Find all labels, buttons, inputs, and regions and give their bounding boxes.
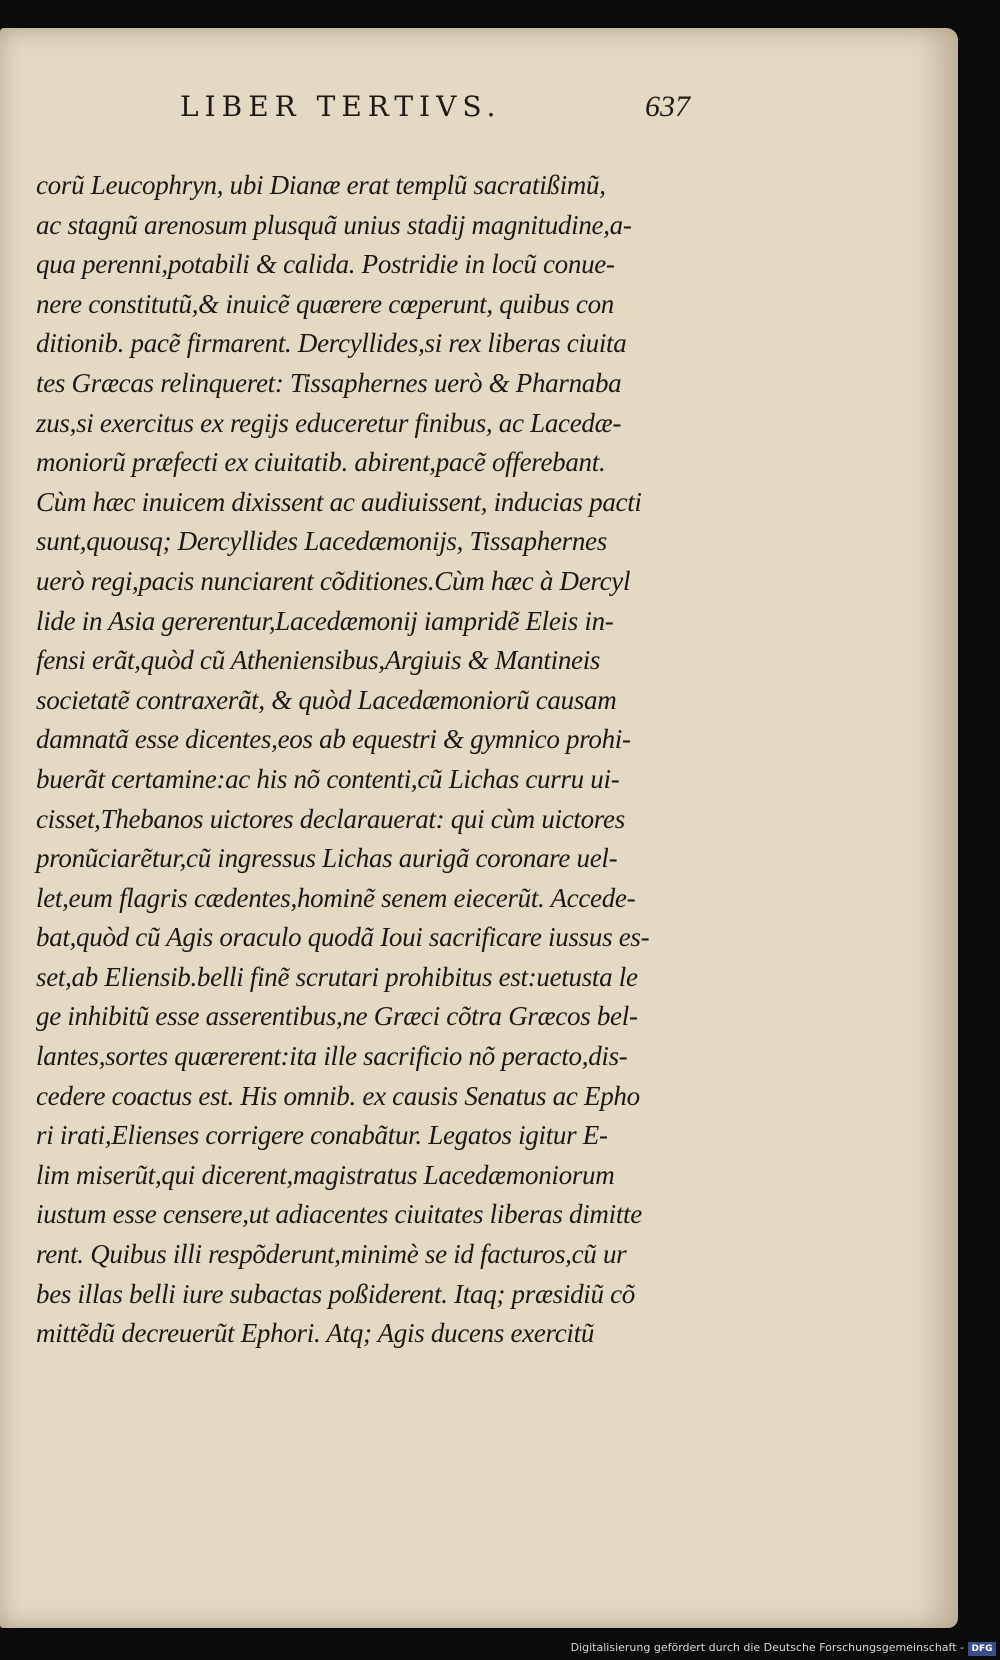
text-line: moniorũ præfecti ex ciuitatib. abirent,pacẽ offerebant.: [36, 447, 606, 478]
book-page: [0, 28, 958, 1628]
dfg-logo: DFG: [968, 1642, 996, 1656]
text-line: cedere coactus est. His omnib. ex causis Senatus ac Epho: [36, 1080, 640, 1111]
text-line: tes Græcas relinqueret: Tissaphernes uerò & Pharnaba: [36, 367, 622, 398]
text-line: sunt,quousq; Dercyllides Lacedæmonijs, Tissaphernes: [36, 526, 607, 557]
text-line: let,eum flagris cædentes,hominẽ senem eiecerũt. Accede-: [36, 882, 636, 913]
text-line: bat,quòd cũ Agis oraculo quodã Ioui sacrificare iussus es-: [36, 922, 650, 953]
text-line: corũ Leucophryn, ubi Dianæ erat templũ sacratißimũ,: [36, 170, 606, 200]
text-line: uerò regi,pacis nunciarent cõditiones.Cùm hæc à Dercyl: [36, 565, 631, 596]
text-line: bes illas belli iure subactas poßiderent. Itaq; præsidiũ cõ: [36, 1278, 636, 1309]
text-line: rent. Quibus illi respõderunt,minimè se id facturos,cũ ur: [36, 1239, 627, 1270]
running-head: LIBER TERTIVS.: [180, 90, 502, 123]
text-line: cisset,Thebanos uictores declarauerat: qui cùm uictores: [36, 803, 625, 834]
text-line: qua perenni,potabili & calida. Postridie in locũ conue-: [36, 249, 615, 280]
text-line: lim miserũt,qui dicerent,magistratus Lacedæmoniorum: [36, 1159, 615, 1190]
text-line: Cùm hæc inuicem dixissent ac audiuissent, inducias pacti: [36, 486, 642, 517]
text-line: set,ab Eliensib.belli finẽ scrutari prohibitus est:uetusta le: [36, 961, 638, 992]
text-line: ditionib. pacẽ firmarent. Dercyllides,si rex liberas ciuita: [36, 328, 627, 359]
text-line: mittẽdũ decreuerũt Ephori. Atq; Agis ducens exercitũ: [36, 1318, 595, 1349]
text-line: pronũciarẽtur,cũ ingressus Lichas aurigã coronare uel-: [36, 843, 618, 874]
text-line: iustum esse censere,ut adiacentes ciuitates liberas dimitte: [36, 1199, 642, 1230]
text-line: lide in Asia gererentur,Lacedæmonij iampridẽ Eleis in-: [36, 605, 614, 636]
text-line: ac stagnũ arenosum plusquã unius stadij magnitudine,a-: [36, 209, 632, 240]
digitization-credit: Digitalisierung gefördert durch die Deutsche Forschungsgemeinschaft -: [570, 1641, 964, 1654]
text-line: buerãt certamine:ac his nõ contenti,cũ Lichas curru ui-: [36, 763, 620, 794]
text-line: societatẽ contraxerãt, & quòd Lacedæmoniorũ causam: [36, 684, 617, 715]
text-line: zus,si exercitus ex regijs educeretur finibus, ac Lacedæ-: [36, 407, 622, 438]
text-line: ge inhibitũ esse asserentibus,ne Græci cõtra Græcos bel-: [36, 1001, 638, 1032]
text-block: [36, 166, 696, 1354]
text-line: ri irati,Elienses corrigere conabãtur. Legatos igitur E-: [36, 1120, 608, 1151]
text-line: damnatã esse dicentes,eos ab equestri & gymnico prohi-: [36, 724, 631, 755]
text-line: fensi erãt,quòd cũ Atheniensibus,Argiuis & Mantineis: [36, 645, 601, 676]
text-line: lantes,sortes quærerent:ita ille sacrificio nõ peracto,dis-: [36, 1041, 628, 1072]
page-header: [180, 90, 690, 124]
page-number: 637: [645, 90, 690, 123]
text-line: nere constitutũ,& inuicẽ quærere cœperunt, quibus con: [36, 288, 615, 319]
